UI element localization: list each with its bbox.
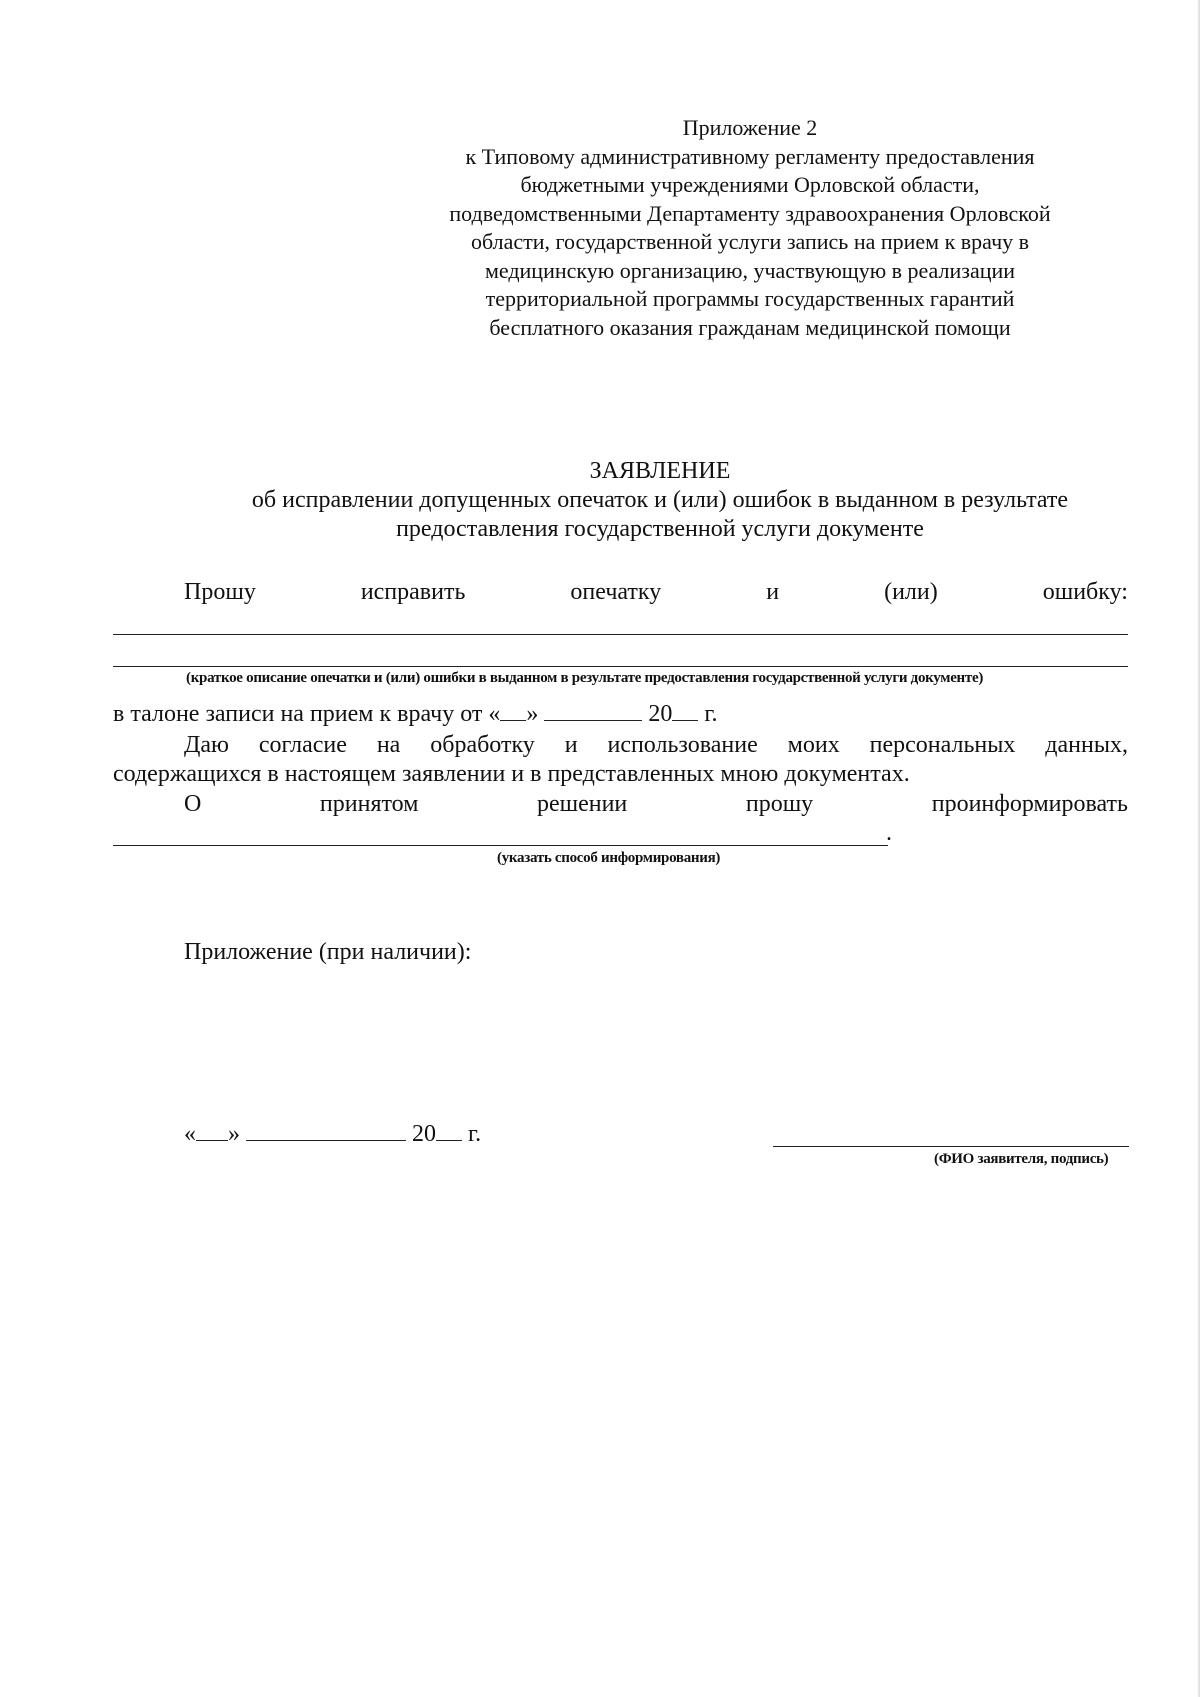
talon-quote-close: » [526, 701, 539, 727]
consent-word: и [564, 732, 578, 758]
inform-word: прошу [745, 791, 814, 817]
request-word: и [766, 579, 780, 605]
header-line: медицинскую организацию, участвующую в реализации [484, 257, 1016, 283]
consent-line-1 [184, 731, 1128, 760]
title-main: ЗАЯВЛЕНИЕ [589, 458, 731, 484]
error-description-caption: (краткое описание опечатки и (или) ошибки в выданном в результате предоставления государственной услуги документе) [186, 670, 984, 686]
talon-date-line [113, 700, 718, 729]
header-line: бесплатного оказания гражданам медицинской помощи [489, 314, 1011, 340]
request-word: опечатку [570, 579, 662, 605]
appendix-header [415, 114, 1085, 342]
signature-year-field[interactable] [436, 1122, 462, 1141]
consent-line-2: содержащихся в настоящем заявлении и в представленных мною документах. [113, 761, 910, 787]
error-description-line-2[interactable] [113, 666, 1128, 667]
talon-month-field[interactable] [544, 702, 642, 721]
header-line: Приложение 2 [682, 115, 818, 140]
header-line: к Типовому административному регламенту предоставления [465, 143, 1035, 169]
talon-prefix: в талоне записи на прием к врачу от « [113, 701, 501, 727]
inform-word: решении [536, 791, 628, 817]
consent-word: согласие [258, 732, 347, 758]
inform-word: принятом [319, 791, 419, 817]
title-line-2: предоставления государственной услуги документе [396, 516, 924, 542]
document-title [160, 457, 1160, 544]
request-word: (или) [884, 579, 938, 605]
signature-year-suffix: г. [468, 1121, 482, 1147]
signature-date-line [184, 1120, 481, 1149]
talon-year-suffix: г. [704, 701, 718, 727]
signature-caption: (ФИО заявителя, подпись) [934, 1151, 1109, 1167]
request-word: ошибку: [1042, 579, 1128, 605]
signature-month-field[interactable] [246, 1122, 406, 1141]
consent-word: моих [787, 732, 840, 758]
talon-day-field[interactable] [500, 702, 526, 721]
error-description-line-1[interactable] [113, 634, 1128, 635]
request-word: исправить [360, 579, 466, 605]
inform-end-dot: . [886, 820, 892, 846]
consent-word: на [376, 732, 401, 758]
signature-year-prefix: 20 [412, 1121, 436, 1147]
header-line: подведомственными Департаменту здравоохранения Орловской [449, 200, 1051, 226]
inform-line [184, 790, 1128, 819]
consent-word: обработку [430, 732, 535, 758]
title-line-1: об исправлении допущенных опечаток и (или) ошибок в выданном в результате [251, 487, 1069, 513]
inform-word: проинформировать [931, 791, 1128, 817]
talon-year-field[interactable] [672, 702, 698, 721]
inform-method-caption: (указать способ информирования) [497, 850, 721, 866]
inform-method-field[interactable] [113, 845, 888, 846]
header-line: территориальной программы государственных гарантий [485, 286, 1015, 311]
consent-word: персональных [869, 732, 1016, 758]
consent-word: данных, [1045, 732, 1128, 758]
talon-year-prefix: 20 [648, 701, 673, 727]
request-word: Прошу [184, 579, 256, 605]
signature-quote-close: » [228, 1121, 240, 1147]
request-line [184, 578, 1128, 607]
signature-field[interactable] [773, 1146, 1129, 1147]
consent-word: Даю [184, 732, 229, 758]
signature-quote-open: « [184, 1121, 196, 1147]
inform-word: О [184, 791, 202, 817]
header-line: области, государственной услуги запись на прием к врачу в [470, 229, 1030, 254]
appendix-label: Приложение (при наличии): [184, 939, 472, 965]
consent-word: использование [607, 732, 758, 758]
header-line: бюджетными учреждениями Орловской области, [520, 172, 980, 197]
signature-day-field[interactable] [196, 1122, 228, 1141]
